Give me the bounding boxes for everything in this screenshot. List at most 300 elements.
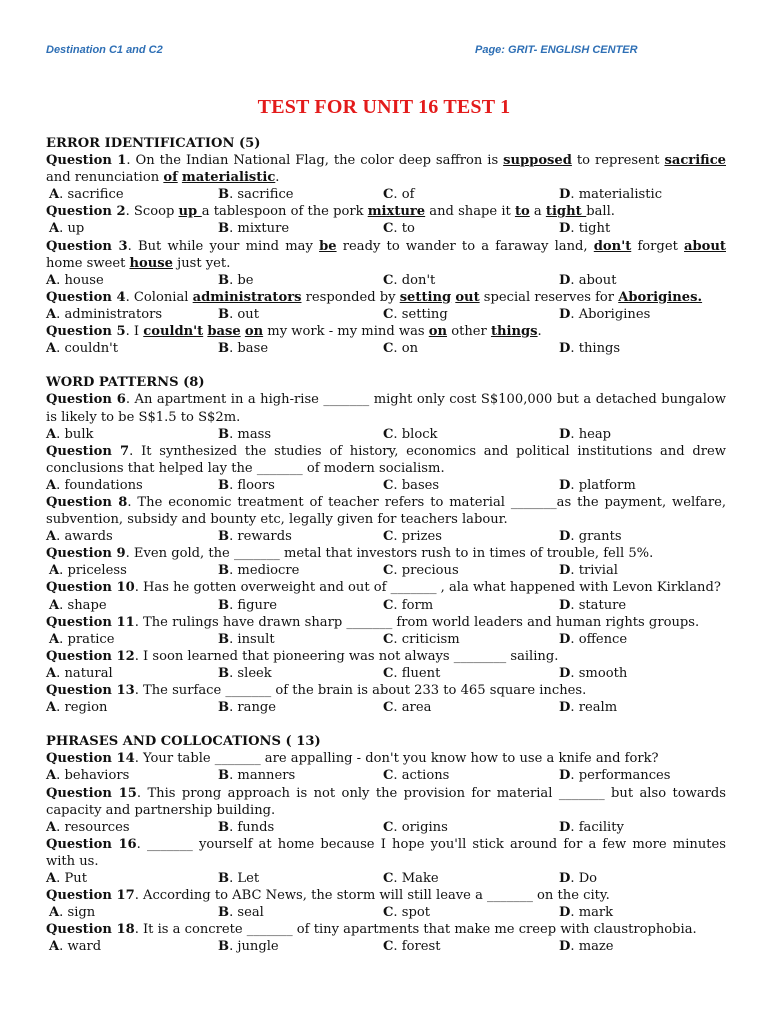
- underlined-word: don't: [593, 238, 632, 254]
- option-letter: D: [559, 306, 571, 322]
- option-text: Make: [401, 871, 439, 887]
- answer-option-c[interactable]: [383, 699, 431, 716]
- question-text: [46, 921, 726, 938]
- answer-option-b[interactable]: [218, 631, 275, 648]
- option-letter: D: [559, 426, 571, 442]
- option-text: region: [64, 700, 108, 716]
- option-text: range: [237, 700, 277, 716]
- answer-option-a[interactable]: [46, 426, 93, 443]
- option-letter: A: [46, 272, 57, 288]
- option-separator: .: [393, 187, 402, 203]
- option-text: Do: [578, 871, 598, 887]
- answer-option-b[interactable]: [218, 477, 275, 494]
- answer-options: [46, 272, 726, 289]
- answer-option-d[interactable]: [559, 426, 611, 443]
- option-separator: .: [229, 563, 238, 579]
- question-segment: . I: [125, 324, 144, 340]
- option-letter: B: [218, 341, 230, 357]
- option-letter: C: [383, 905, 394, 921]
- option-letter: D: [559, 221, 571, 237]
- option-text: behaviors: [64, 768, 130, 784]
- answer-option-a[interactable]: [46, 819, 130, 836]
- question-label: Question 14: [46, 751, 135, 767]
- answer-options: [46, 426, 726, 443]
- option-separator: .: [229, 631, 238, 647]
- option-separator: .: [56, 700, 65, 716]
- option-separator: .: [570, 665, 579, 681]
- option-text: setting: [401, 306, 448, 322]
- answer-option-d[interactable]: [559, 904, 613, 921]
- option-separator: .: [56, 768, 65, 784]
- option-letter: B: [218, 477, 230, 493]
- question-label: Question 16: [46, 836, 137, 852]
- underlined-word: on: [428, 324, 448, 340]
- question-label: Question 17: [46, 888, 135, 904]
- answer-option-c[interactable]: [383, 938, 440, 955]
- answer-options: [46, 904, 726, 921]
- answer-option-a[interactable]: [46, 665, 113, 682]
- option-separator: .: [229, 426, 238, 442]
- answer-option-d[interactable]: [559, 819, 624, 836]
- question-segment: . Your table _______ are appalling - don't you know how to use a knife and fork?: [134, 751, 659, 767]
- question-segment: forget: [631, 238, 685, 254]
- underlined-word: setting: [399, 289, 452, 305]
- answer-option-c[interactable]: [383, 767, 449, 784]
- question-text: [46, 887, 726, 904]
- underlined-word: tight: [545, 204, 587, 220]
- option-separator: .: [570, 631, 579, 647]
- question-label: Question 4: [46, 289, 126, 305]
- question-label: Question 13: [46, 683, 135, 698]
- answer-option-a[interactable]: [46, 272, 104, 289]
- question-segment: a: [529, 204, 546, 220]
- option-text: mass: [237, 426, 272, 442]
- option-letter: D: [559, 341, 571, 357]
- option-separator: .: [393, 631, 402, 647]
- question-label: Question 12: [46, 648, 135, 664]
- answer-option-a[interactable]: [46, 340, 118, 357]
- option-separator: .: [393, 272, 402, 288]
- answer-option-c[interactable]: [383, 528, 442, 545]
- option-text: insult: [237, 631, 275, 647]
- underlined-word: to: [514, 204, 530, 220]
- option-text: administrators: [64, 306, 163, 322]
- question-text: [46, 836, 726, 870]
- option-text: natural: [64, 665, 113, 681]
- option-text: house: [64, 272, 104, 288]
- option-letter: D: [559, 477, 571, 493]
- option-separator: .: [393, 563, 402, 579]
- option-text: funds: [237, 819, 275, 835]
- question-segment: . An apartment in a high-rise _______ might only cost S$100,000 but a detached bungalow is likely to be S$1.5 to S$2m.: [46, 392, 726, 425]
- option-separator: .: [229, 477, 238, 493]
- option-text: awards: [64, 529, 113, 545]
- answer-options: [46, 220, 726, 237]
- option-text: forest: [401, 939, 441, 955]
- question-text: [46, 391, 726, 425]
- option-separator: .: [59, 221, 68, 237]
- option-separator: .: [229, 819, 238, 835]
- answer-option-a[interactable]: [49, 631, 114, 648]
- option-separator: .: [570, 477, 579, 493]
- answer-options: [46, 699, 726, 716]
- option-text: maze: [578, 939, 614, 955]
- answer-option-d[interactable]: [559, 562, 618, 579]
- answer-option-a[interactable]: [49, 597, 107, 614]
- option-separator: .: [393, 221, 402, 237]
- option-text: of: [401, 187, 415, 203]
- underlined-word: up: [178, 204, 202, 220]
- underlined-word: on: [244, 324, 264, 340]
- option-text: resources: [64, 819, 130, 835]
- option-text: actions: [401, 768, 450, 784]
- answer-option-b[interactable]: [218, 665, 272, 682]
- answer-option-d[interactable]: [559, 477, 636, 494]
- answer-option-d[interactable]: [559, 767, 671, 784]
- question-text: [46, 443, 726, 477]
- option-letter: D: [559, 768, 571, 784]
- option-text: rewards: [237, 529, 292, 545]
- answer-option-c[interactable]: [383, 631, 460, 648]
- answer-options: [46, 767, 726, 784]
- answer-options: [46, 186, 726, 203]
- option-separator: .: [229, 272, 238, 288]
- option-letter: A: [46, 426, 57, 442]
- option-separator: .: [570, 306, 579, 322]
- answer-option-d[interactable]: [559, 597, 626, 614]
- answer-option-a[interactable]: [46, 699, 107, 716]
- option-separator: .: [59, 939, 68, 955]
- option-letter: B: [218, 529, 230, 545]
- option-separator: .: [229, 871, 238, 887]
- underlined-word: administrators: [192, 289, 302, 305]
- answer-options: [46, 477, 726, 494]
- option-letter: A: [46, 306, 57, 322]
- option-text: Put: [64, 871, 88, 887]
- question-text: [46, 785, 726, 819]
- answer-option-d[interactable]: [559, 220, 610, 237]
- answer-option-d[interactable]: [559, 186, 662, 203]
- question-segment: .: [537, 324, 542, 340]
- answer-option-d[interactable]: [559, 340, 620, 357]
- option-letter: B: [218, 939, 230, 955]
- underlined-word: mixture: [367, 204, 426, 220]
- answer-option-a[interactable]: [46, 870, 87, 887]
- option-text: realm: [578, 700, 618, 716]
- section-spacer: [46, 357, 726, 374]
- option-letter: C: [383, 700, 394, 716]
- option-separator: .: [393, 768, 402, 784]
- option-letter: C: [383, 341, 394, 357]
- option-letter: D: [559, 529, 571, 545]
- answer-option-a[interactable]: [49, 220, 84, 237]
- option-letter: C: [383, 477, 394, 493]
- option-text: platform: [578, 477, 636, 493]
- option-separator: .: [393, 306, 402, 322]
- answer-options: [46, 819, 726, 836]
- question-label: Question 5: [46, 324, 126, 340]
- underlined-word: of: [163, 170, 178, 186]
- question-segment: . The economic treatment of teacher refers to material _______as the payment, welfare, subvention, subsidy and bounty etc, legally given for teachers labour.: [46, 494, 726, 528]
- answer-option-b[interactable]: [218, 306, 259, 323]
- answer-option-b[interactable]: [218, 220, 289, 237]
- section-heading: ERROR IDENTIFICATION (5): [46, 136, 261, 151]
- question-text: [46, 323, 726, 340]
- answer-option-c[interactable]: [383, 597, 433, 614]
- question-segment: . _______ yourself at home because I hope you'll stick around for a few more minutes with us.: [46, 836, 726, 869]
- option-separator: .: [59, 597, 68, 613]
- option-separator: .: [570, 187, 579, 203]
- option-separator: .: [56, 529, 65, 545]
- question-segment: ready to wander to a faraway land,: [336, 238, 594, 254]
- option-separator: .: [59, 187, 68, 203]
- question-segment: my work - my mind was: [263, 324, 429, 340]
- option-letter: C: [383, 221, 394, 237]
- option-separator: .: [393, 477, 402, 493]
- option-letter: D: [559, 871, 571, 887]
- answer-option-c[interactable]: [383, 220, 415, 237]
- answer-option-b[interactable]: [218, 938, 279, 955]
- option-letter: A: [46, 529, 57, 545]
- answer-option-b[interactable]: [218, 767, 295, 784]
- option-text: area: [401, 700, 432, 716]
- answer-options: [46, 306, 726, 323]
- answer-option-a[interactable]: [46, 528, 113, 545]
- answer-option-d[interactable]: [559, 631, 627, 648]
- section-heading: PHRASES AND COLLOCATIONS ( 13): [46, 734, 321, 750]
- question-segment: a tablespoon of the pork: [201, 204, 368, 220]
- answer-option-c[interactable]: [383, 426, 437, 443]
- option-text: sacrifice: [237, 187, 294, 203]
- option-text: heap: [578, 426, 612, 442]
- option-separator: .: [393, 341, 402, 357]
- option-text: out: [237, 306, 259, 322]
- option-letter: A: [46, 477, 57, 493]
- option-text: be: [237, 272, 254, 288]
- question-segment: and renunciation: [46, 170, 164, 186]
- option-separator: .: [229, 529, 238, 545]
- option-text: to: [401, 221, 415, 237]
- section-spacer: [46, 716, 726, 733]
- option-letter: B: [218, 631, 230, 647]
- option-text: ward: [67, 939, 102, 955]
- option-separator: .: [59, 631, 68, 647]
- option-separator: .: [56, 306, 65, 322]
- answer-option-b[interactable]: [218, 562, 299, 579]
- answer-option-d[interactable]: [559, 528, 622, 545]
- answer-option-b[interactable]: [218, 699, 276, 716]
- option-letter: D: [559, 272, 571, 288]
- option-text: sleek: [237, 665, 272, 681]
- answer-option-b[interactable]: [218, 597, 277, 614]
- answer-option-c[interactable]: [383, 665, 440, 682]
- underlined-word: supposed: [503, 153, 572, 169]
- answer-option-b[interactable]: [218, 186, 294, 203]
- option-separator: .: [570, 939, 579, 955]
- answer-option-a[interactable]: [46, 306, 162, 323]
- option-letter: B: [218, 272, 230, 288]
- question-label: Question 8: [46, 494, 128, 510]
- answer-option-b[interactable]: [218, 426, 271, 443]
- option-letter: B: [218, 819, 230, 835]
- option-separator: .: [393, 905, 402, 921]
- question-segment: ball.: [586, 204, 615, 220]
- answer-option-c[interactable]: [383, 562, 459, 579]
- underlined-word: out: [455, 289, 480, 305]
- question-segment: . On the Indian National Flag, the color deep saffron is: [126, 153, 504, 169]
- answer-options: [46, 870, 726, 887]
- question-text: [46, 614, 726, 631]
- answer-option-d[interactable]: [559, 938, 614, 955]
- question-label: Question 3: [46, 238, 128, 254]
- option-letter: C: [383, 871, 394, 887]
- option-separator: .: [229, 306, 238, 322]
- answer-options: [46, 528, 726, 545]
- option-text: facility: [578, 819, 624, 835]
- answer-option-c[interactable]: [383, 477, 439, 494]
- underlined-word: about: [684, 238, 726, 254]
- question-segment: . But while your mind may: [127, 238, 320, 254]
- question-text: [46, 682, 726, 699]
- option-text: performances: [578, 768, 671, 784]
- underlined-word: couldn't: [143, 324, 204, 340]
- option-separator: .: [229, 700, 238, 716]
- option-letter: D: [559, 939, 571, 955]
- option-letter: D: [559, 563, 571, 579]
- question-segment: special reserves for: [479, 289, 619, 305]
- option-text: bases: [401, 477, 440, 493]
- question-label: Question 10: [46, 580, 135, 596]
- option-separator: .: [570, 426, 579, 442]
- option-letter: A: [49, 939, 60, 955]
- option-separator: .: [393, 426, 402, 442]
- answer-option-c[interactable]: [383, 340, 418, 357]
- option-letter: C: [383, 529, 394, 545]
- answer-option-b[interactable]: [218, 870, 259, 887]
- option-text: form: [401, 597, 434, 613]
- option-text: precious: [401, 563, 459, 579]
- answer-option-a[interactable]: [49, 938, 101, 955]
- header-right: Page: GRIT- ENGLISH CENTER: [475, 44, 638, 56]
- answer-option-b[interactable]: [218, 272, 254, 289]
- option-text: bulk: [64, 426, 94, 442]
- question-text: [46, 152, 726, 186]
- question-segment: . The rulings have drawn sharp _______ from world leaders and human rights groups.: [134, 614, 700, 630]
- option-text: grants: [578, 529, 622, 545]
- option-text: don't: [401, 272, 436, 288]
- option-text: Aborigines: [578, 306, 651, 322]
- option-letter: D: [559, 905, 571, 921]
- answer-option-a[interactable]: [46, 767, 129, 784]
- question-segment: and shape it: [425, 204, 515, 220]
- question-segment: .: [275, 170, 280, 186]
- answer-option-c[interactable]: [383, 186, 414, 203]
- option-letter: D: [559, 665, 571, 681]
- question-segment: . According to ABC News, the storm will still leave a _______ on the city.: [134, 888, 610, 904]
- question-segment: just yet.: [172, 255, 231, 271]
- option-text: stature: [578, 597, 627, 613]
- answer-option-a[interactable]: [49, 904, 95, 921]
- answer-option-d[interactable]: [559, 272, 616, 289]
- question-text: [46, 203, 726, 220]
- question-segment: . Colonial: [125, 289, 193, 305]
- option-letter: B: [218, 563, 230, 579]
- option-letter: A: [46, 341, 57, 357]
- question-text: [46, 648, 726, 665]
- option-separator: .: [570, 529, 579, 545]
- answer-option-c[interactable]: [383, 272, 435, 289]
- question-segment: . Even gold, the _______ metal that investors rush to in times of trouble, fell 5%.: [125, 546, 654, 562]
- option-letter: A: [49, 631, 60, 647]
- option-text: smooth: [578, 665, 628, 681]
- answer-option-d[interactable]: [559, 665, 627, 682]
- option-separator: .: [56, 871, 65, 887]
- option-separator: .: [56, 665, 65, 681]
- question-segment: other: [447, 324, 491, 340]
- option-text: origins: [401, 819, 448, 835]
- question-label: Question 1: [46, 153, 127, 169]
- underlined-word: be: [319, 238, 337, 254]
- header-left: Destination C1 and C2: [46, 44, 163, 56]
- option-letter: B: [218, 665, 230, 681]
- option-letter: C: [383, 272, 394, 288]
- document-body: [46, 135, 726, 956]
- option-letter: D: [559, 187, 571, 203]
- answer-options: [46, 938, 726, 955]
- option-separator: .: [393, 700, 402, 716]
- option-letter: B: [218, 871, 230, 887]
- answer-options: [46, 631, 726, 648]
- answer-option-d[interactable]: [559, 306, 650, 323]
- option-text: sacrifice: [67, 187, 124, 203]
- option-text: sign: [67, 905, 96, 921]
- answer-option-a[interactable]: [46, 477, 143, 494]
- answer-option-a[interactable]: [49, 186, 124, 203]
- option-separator: .: [570, 597, 579, 613]
- answer-option-d[interactable]: [559, 870, 597, 887]
- answer-option-c[interactable]: [383, 306, 448, 323]
- option-letter: C: [383, 426, 394, 442]
- page-title: TEST FOR UNIT 16 TEST 1: [257, 96, 511, 118]
- option-text: figure: [237, 597, 277, 613]
- question-segment: . I soon learned that pioneering was not always ________ sailing.: [134, 648, 559, 664]
- question-label: Question 7: [46, 443, 130, 459]
- option-letter: C: [383, 819, 394, 835]
- answer-option-c[interactable]: [383, 870, 439, 887]
- option-letter: C: [383, 939, 394, 955]
- answer-option-b[interactable]: [218, 528, 292, 545]
- option-separator: .: [229, 768, 238, 784]
- option-text: fluent: [401, 665, 441, 681]
- option-separator: .: [393, 529, 402, 545]
- option-letter: A: [49, 905, 60, 921]
- option-separator: .: [570, 341, 579, 357]
- answer-option-b[interactable]: [218, 340, 268, 357]
- underlined-word: things: [490, 324, 538, 340]
- underlined-word: sacrifice: [664, 153, 726, 169]
- answer-option-b[interactable]: [218, 904, 264, 921]
- question-label: Question 18: [46, 922, 135, 938]
- answer-option-c[interactable]: [383, 819, 448, 836]
- answer-option-d[interactable]: [559, 699, 617, 716]
- answer-option-b[interactable]: [218, 819, 274, 836]
- answer-option-a[interactable]: [49, 562, 127, 579]
- answer-option-c[interactable]: [383, 904, 430, 921]
- option-letter: B: [218, 306, 230, 322]
- question-segment: . It synthesized the studies of history, economics and political institutions and drew conclusions that helped lay the _______ of modern socialism.: [46, 443, 727, 476]
- underlined-word: house: [129, 255, 173, 271]
- option-letter: A: [49, 187, 60, 203]
